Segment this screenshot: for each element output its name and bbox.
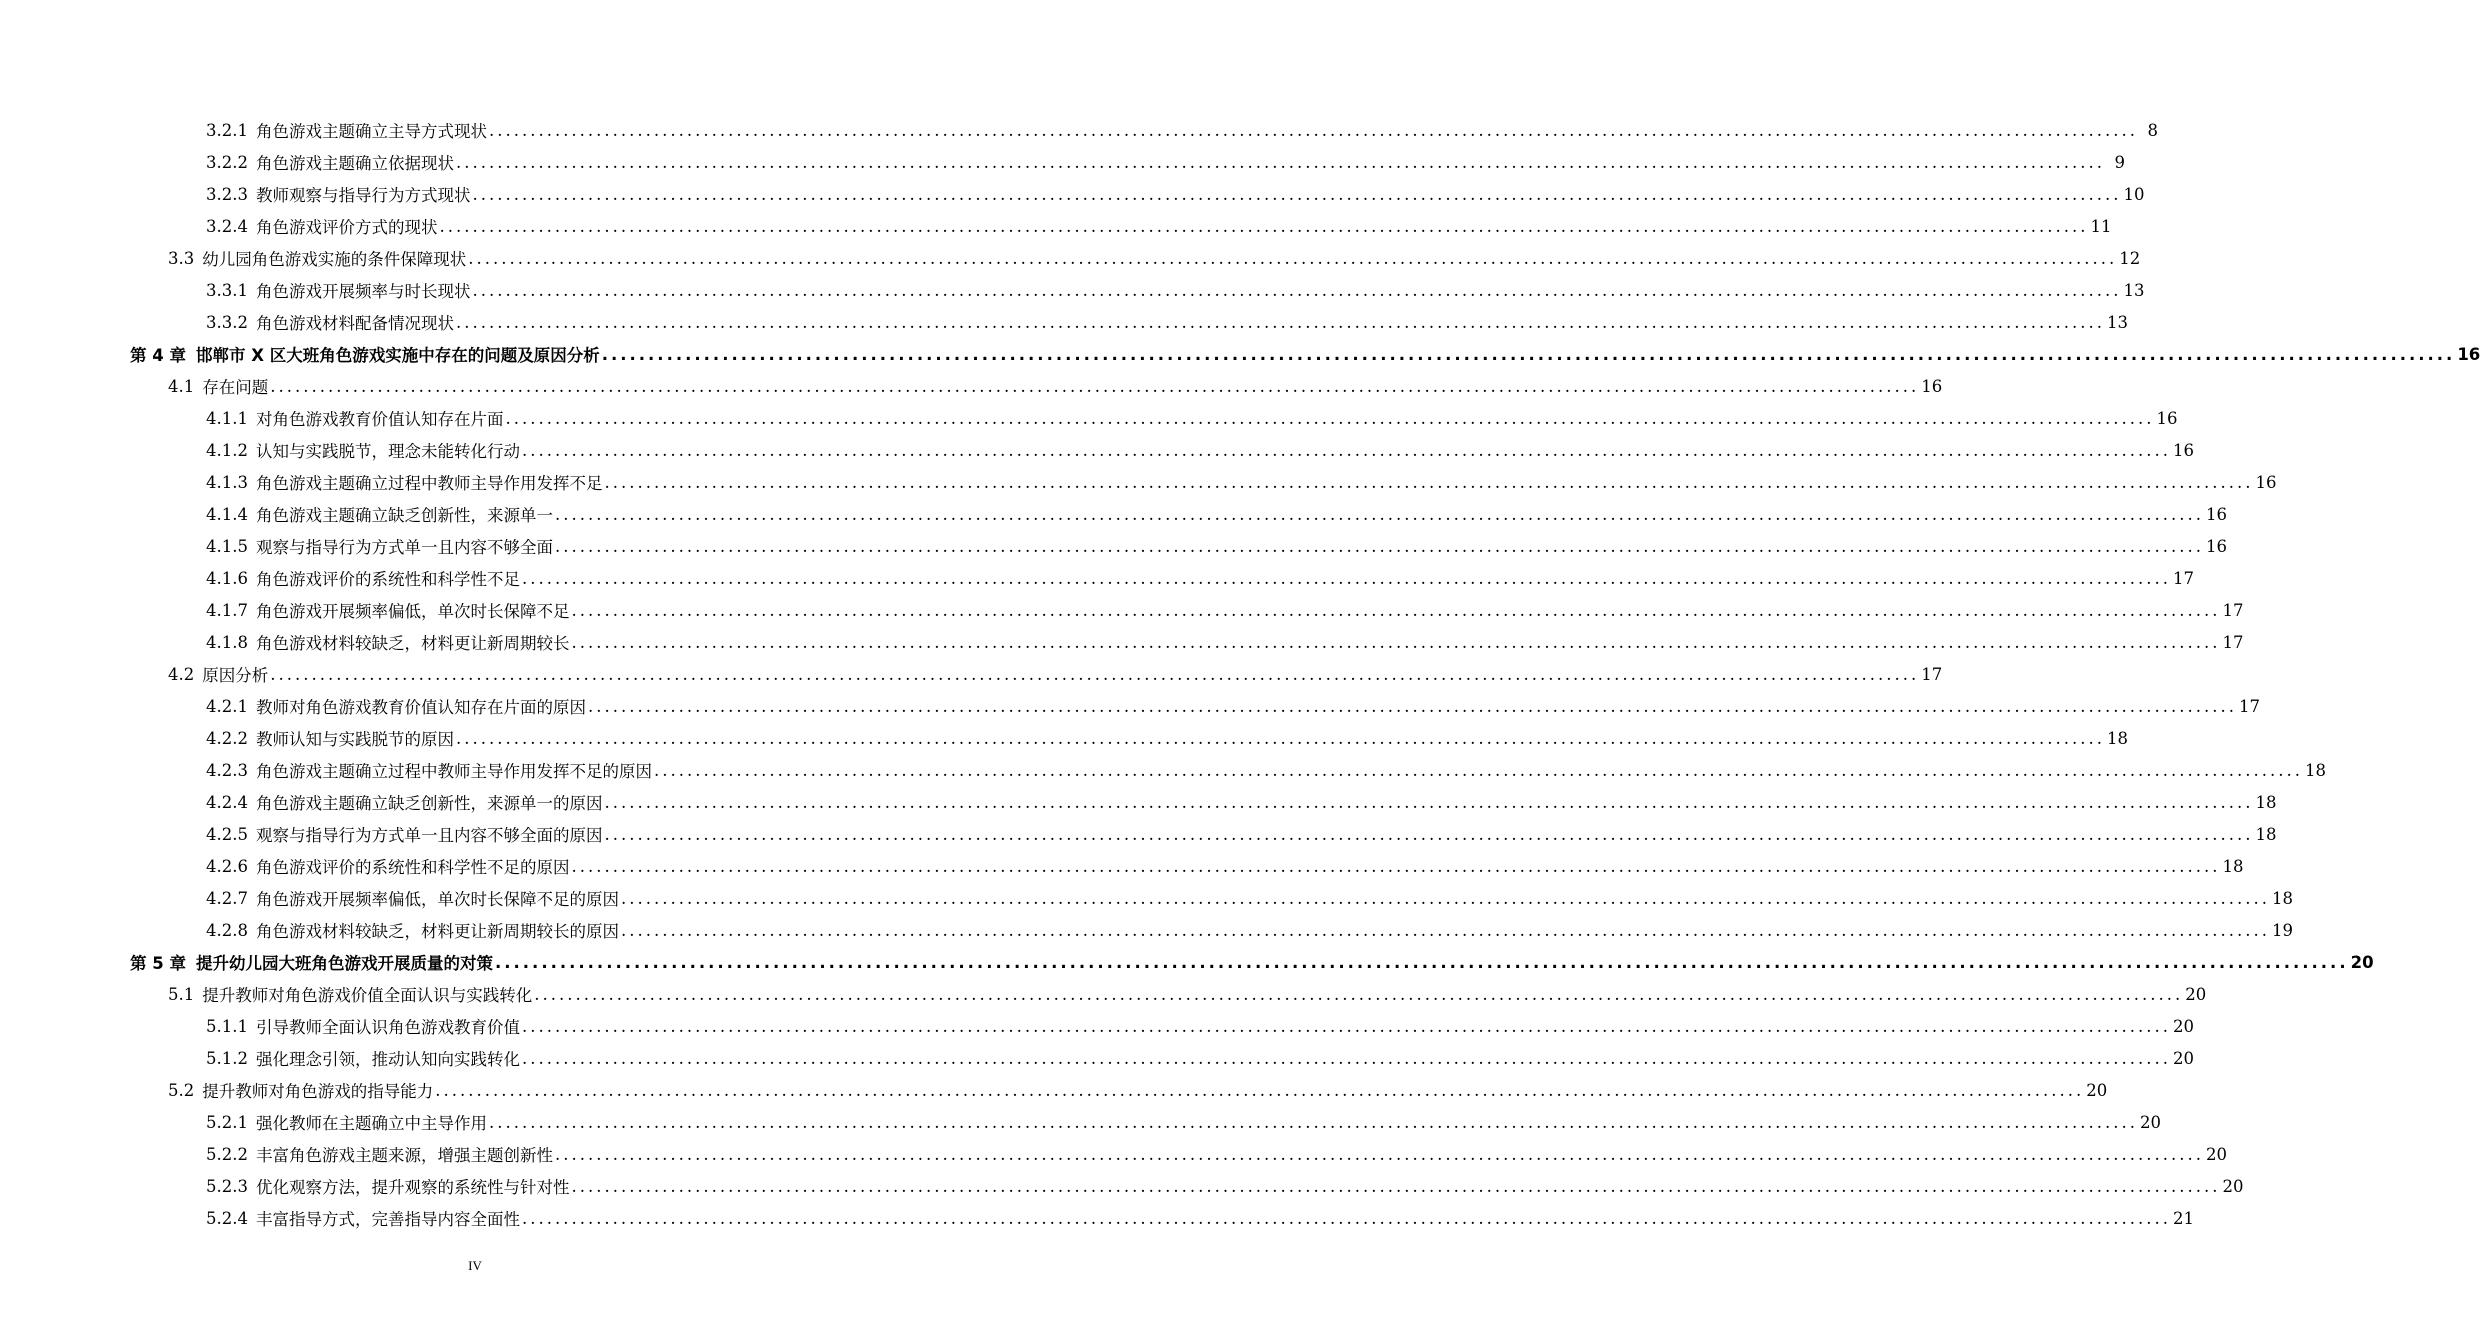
toc-entry[interactable] xyxy=(0,530,2227,562)
toc-entry[interactable] xyxy=(0,690,2260,722)
toc-dot-leader: ........................................................................................................................................................................................................ xyxy=(270,664,1920,684)
toc-entry-title: 角色游戏主题确立缺乏创新性，来源单一 xyxy=(255,506,553,525)
toc-entry-number: 第 4 章 xyxy=(130,346,186,365)
toc-entry-page: 17 xyxy=(1921,664,1943,684)
toc-dot-leader: ........................................................................................................................................................................................................ xyxy=(620,888,2270,908)
toc-entry-title: 强化教师在主题确立中主导作用 xyxy=(255,1114,487,1133)
toc-entry-page: 20 xyxy=(2086,1080,2108,1100)
toc-entry-title: 幼儿园角色游戏实施的条件保障现状 xyxy=(202,250,467,269)
toc-entry-title: 角色游戏主题确立过程中教师主导作用发挥不足 xyxy=(255,474,603,493)
toc-entry-title: 提升教师对角色游戏价值全面认识与实践转化 xyxy=(202,986,533,1005)
toc-entry-page: 10 xyxy=(2123,184,2145,204)
toc-entry-page: 12 xyxy=(2119,248,2141,268)
toc-entry[interactable] xyxy=(0,1074,2108,1106)
toc-entry[interactable] xyxy=(0,946,2374,978)
toc-entry-number: 4.2.8 xyxy=(206,920,248,940)
toc-entry[interactable] xyxy=(0,1106,2161,1138)
toc-dot-leader: ........................................................................................................................................................................................................ xyxy=(521,1016,2171,1036)
toc-dot-leader: ........................................................................................................................................................................................................ xyxy=(587,696,2237,716)
toc-entry-number: 4.2.1 xyxy=(206,696,248,716)
toc-entry[interactable] xyxy=(0,658,1943,690)
toc-entry-title: 观察与指导行为方式单一且内容不够全面的原因 xyxy=(255,826,603,845)
toc-entry[interactable] xyxy=(0,882,2293,914)
toc-entry[interactable] xyxy=(0,722,2128,754)
toc-entry-number: 5.2.2 xyxy=(206,1144,248,1164)
toc-entry[interactable] xyxy=(0,978,2207,1010)
toc-entry[interactable] xyxy=(0,562,2194,594)
toc-entry-page: 18 xyxy=(2255,792,2277,812)
toc-entry-page: 16 xyxy=(2255,472,2277,492)
toc-entry-title: 角色游戏开展频率与时长现状 xyxy=(255,282,471,301)
toc-entry[interactable] xyxy=(0,466,2277,498)
toc-dot-leader: ........................................................................................................................................................................................................ xyxy=(521,1048,2171,1068)
toc-entry-page: 17 xyxy=(2172,568,2194,588)
toc-dot-leader: ........................................................................................................................................................................................................ xyxy=(521,440,2171,460)
toc-entry-number: 3.2.4 xyxy=(206,216,248,236)
toc-entry-number: 5.1.1 xyxy=(206,1016,248,1036)
toc-entry[interactable] xyxy=(0,1170,2244,1202)
toc-entry-number: 5.1.2 xyxy=(206,1048,248,1068)
toc-entry-number: 3.3.1 xyxy=(206,280,248,300)
toc-entry-title: 丰富角色游戏主题来源，增强主题创新性 xyxy=(255,1146,553,1165)
toc-entry[interactable] xyxy=(0,754,2326,786)
toc-entry-title: 角色游戏材料较缺乏，材料更让新周期较长的原因 xyxy=(255,922,619,941)
toc-entry-title: 角色游戏评价的系统性和科学性不足 xyxy=(255,570,520,589)
toc-dot-leader: ........................................................................................................................................................................................................ xyxy=(435,1080,2085,1100)
toc-entry[interactable] xyxy=(0,914,2293,946)
toc-entry[interactable] xyxy=(0,1138,2227,1170)
toc-dot-leader: ........................................................................................................................................................................................................ xyxy=(488,1112,2138,1132)
toc-entry-title: 角色游戏材料较缺乏，材料更让新周期较长 xyxy=(255,634,570,653)
toc-entry-page: 20 xyxy=(2222,1176,2244,1196)
toc-entry-title: 提升教师对角色游戏的指导能力 xyxy=(202,1082,434,1101)
toc-entry[interactable] xyxy=(0,818,2277,850)
toc-entry[interactable] xyxy=(0,274,2145,306)
toc-entry[interactable] xyxy=(0,114,2158,146)
toc-entry-page: 17 xyxy=(2238,696,2260,716)
toc-dot-leader: ........................................................................................................................................................................................................ xyxy=(653,760,2303,780)
toc-dot-leader: ........................................................................................................................................................................................................ xyxy=(554,536,2204,556)
toc-entry-page: 8 xyxy=(2147,120,2158,140)
toc-entry[interactable] xyxy=(0,594,2244,626)
toc-entry-number: 3.2.3 xyxy=(206,184,248,204)
toc-entry-page: 13 xyxy=(2106,312,2128,332)
toc-entry-title: 角色游戏评价方式的现状 xyxy=(255,218,438,237)
toc-entry-page: 19 xyxy=(2271,920,2293,940)
toc-entry-number: 4.2.6 xyxy=(206,856,248,876)
toc-entry[interactable] xyxy=(0,850,2244,882)
toc-entry-page: 17 xyxy=(2222,632,2244,652)
toc-entry[interactable] xyxy=(0,434,2194,466)
toc-dot-leader: ........................................................................................................................................................................................................ xyxy=(554,1144,2204,1164)
toc-dot-leader: ........................................................................................................................................................................................................ xyxy=(488,120,2138,140)
toc-entry-page: 16 xyxy=(1921,376,1943,396)
toc-entry-title: 角色游戏开展频率偏低，单次时长保障不足 xyxy=(255,602,570,621)
toc-dot-leader: ........................................................................................................................................................................................................ xyxy=(571,600,2221,620)
toc-entry[interactable] xyxy=(0,1010,2194,1042)
toc-entry-page: 18 xyxy=(2222,856,2244,876)
toc-entry-page: 18 xyxy=(2255,824,2277,844)
toc-dot-leader: ........................................................................................................................................................................................................ xyxy=(521,568,2171,588)
toc-dot-leader: ........................................................................................................................................................................................................ xyxy=(455,728,2105,748)
toc-dot-leader: ........................................................................................................................................................................................................ xyxy=(571,1176,2221,1196)
toc-dot-leader: ........................................................................................................................................................................................................ xyxy=(521,1208,2171,1228)
toc-entry-title: 角色游戏材料配备情况现状 xyxy=(255,314,454,333)
toc-entry-title: 邯郸市 X 区大班角色游戏实施中存在的问题及原因分析 xyxy=(195,346,600,365)
toc-dot-leader: ........................................................................................................................................................................................................ xyxy=(505,408,2155,428)
toc-entry-title: 引导教师全面认识角色游戏教育价值 xyxy=(255,1018,520,1037)
toc-entry-title: 教师观察与指导行为方式现状 xyxy=(255,186,471,205)
toc-entry-page: 18 xyxy=(2304,760,2326,780)
toc-entry-page: 17 xyxy=(2222,600,2244,620)
toc-entry-number: 5.2.3 xyxy=(206,1176,248,1196)
toc-dot-leader: ........................................................................................................................................................................................................ xyxy=(455,312,2105,332)
toc-entry[interactable] xyxy=(0,178,2145,210)
page-number: IV xyxy=(468,1258,482,1273)
toc-entry-number: 4.1 xyxy=(168,376,195,396)
toc-entry-number: 3.3.2 xyxy=(206,312,248,332)
toc-entry-number: 4.2.4 xyxy=(206,792,248,812)
toc-entry-title: 存在问题 xyxy=(202,378,269,397)
toc-entry-number: 第 5 章 xyxy=(130,954,186,973)
toc-entry-page: 16 xyxy=(2172,440,2194,460)
toc-entry-number: 4.2.5 xyxy=(206,824,248,844)
toc-entry-number: 5.2.4 xyxy=(206,1208,248,1228)
toc-entry-number: 4.2.7 xyxy=(206,888,248,908)
toc-entry-number: 4.2 xyxy=(168,664,195,684)
toc-dot-leader: ........................................................................................................................................................................................................ xyxy=(571,856,2221,876)
toc-entry-number: 4.1.2 xyxy=(206,440,248,460)
toc-dot-leader: ........................................................................................................................................................................................................ xyxy=(620,920,2270,940)
toc-entry-page: 20 xyxy=(2185,984,2207,1004)
toc-entry-page: 18 xyxy=(2271,888,2293,908)
toc-dot-leader: ........................................................................................................................................................................................................ xyxy=(472,280,2122,300)
toc-entry-title: 角色游戏主题确立依据现状 xyxy=(255,154,454,173)
toc-entry-title: 角色游戏主题确立主导方式现状 xyxy=(255,122,487,141)
toc-entry-number: 3.3 xyxy=(168,248,195,268)
toc-entry-title: 角色游戏评价的系统性和科学性不足的原因 xyxy=(255,858,570,877)
toc-entry-number: 5.1 xyxy=(168,984,195,1004)
toc-dot-leader: ........................................................................................................................................................................................................ xyxy=(472,184,2122,204)
toc-entry-title: 优化观察方法，提升观察的系统性与针对性 xyxy=(255,1178,570,1197)
toc-entry-page: 16 xyxy=(2156,408,2178,428)
toc-entry-number: 3.2.2 xyxy=(206,152,248,172)
toc-entry-title: 认知与实践脱节，理念未能转化行动 xyxy=(255,442,520,461)
toc-entry-page: 20 xyxy=(2172,1048,2194,1068)
toc-entry-number: 4.1.1 xyxy=(206,408,248,428)
toc-dot-leader: ........................................................................................................................................................................................................ xyxy=(494,952,2349,972)
toc-entry-page: 21 xyxy=(2172,1208,2194,1228)
toc-entry-title: 观察与指导行为方式单一且内容不够全面 xyxy=(255,538,553,557)
toc-dot-leader: ........................................................................................................................................................................................................ xyxy=(534,984,2184,1004)
toc-entry[interactable] xyxy=(0,338,2480,370)
toc-entry[interactable] xyxy=(0,306,2128,338)
toc-entry[interactable] xyxy=(0,402,2178,434)
toc-entry-title: 角色游戏主题确立缺乏创新性，来源单一的原因 xyxy=(255,794,603,813)
toc-entry-title: 强化理念引领，推动认知向实践转化 xyxy=(255,1050,520,1069)
toc-entry-number: 4.1.5 xyxy=(206,536,248,556)
toc-dot-leader: ........................................................................................................................................................................................................ xyxy=(439,216,2089,236)
toc-entry-number: 4.1.4 xyxy=(206,504,248,524)
toc-entry-number: 4.1.7 xyxy=(206,600,248,620)
toc-entry-number: 4.1.8 xyxy=(206,632,248,652)
toc-entry[interactable] xyxy=(0,786,2277,818)
toc-entry[interactable] xyxy=(0,1042,2194,1074)
toc-dot-leader: ........................................................................................................................................................................................................ xyxy=(604,824,2254,844)
toc-entry-number: 5.2 xyxy=(168,1080,195,1100)
toc-entry-number: 3.2.1 xyxy=(206,120,248,140)
toc-entry-title: 对角色游戏教育价值认知存在片面 xyxy=(255,410,504,429)
toc-entry-title: 教师对角色游戏教育价值认知存在片面的原因 xyxy=(255,698,586,717)
toc-entry-title: 教师认知与实践脱节的原因 xyxy=(255,730,454,749)
toc-dot-leader: ........................................................................................................................................................................................................ xyxy=(468,248,2118,268)
toc-dot-leader: ........................................................................................................................................................................................................ xyxy=(270,376,1920,396)
toc-entry-page: 18 xyxy=(2106,728,2128,748)
toc-entry-number: 4.1.6 xyxy=(206,568,248,588)
toc-entry-number: 4.2.2 xyxy=(206,728,248,748)
toc-entry-title: 提升幼儿园大班角色游戏开展质量的对策 xyxy=(195,954,493,973)
toc-entry-page: 16 xyxy=(2457,344,2480,364)
toc-entry-number: 5.2.1 xyxy=(206,1112,248,1132)
toc-entry[interactable] xyxy=(0,146,2125,178)
toc-entry[interactable] xyxy=(0,498,2227,530)
toc-entry-title: 原因分析 xyxy=(202,666,269,685)
toc-entry[interactable] xyxy=(0,626,2244,658)
toc-dot-leader: ........................................................................................................................................................................................................ xyxy=(554,504,2204,524)
toc-entry-title: 角色游戏开展频率偏低，单次时长保障不足的原因 xyxy=(255,890,619,909)
toc-entry-page: 16 xyxy=(2205,504,2227,524)
toc-entry[interactable] xyxy=(0,242,2141,274)
toc-entry-title: 丰富指导方式，完善指导内容全面性 xyxy=(255,1210,520,1229)
toc-dot-leader: ........................................................................................................................................................................................................ xyxy=(604,472,2254,492)
toc-entry-page: 13 xyxy=(2123,280,2145,300)
toc-dot-leader: ........................................................................................................................................................................................................ xyxy=(571,632,2221,652)
toc-entry[interactable] xyxy=(0,1202,2194,1234)
toc-entry-number: 4.2.3 xyxy=(206,760,248,780)
toc-entry-page: 11 xyxy=(2090,216,2112,236)
toc-dot-leader: ........................................................................................................................................................................................................ xyxy=(601,344,2456,364)
toc-entry-page: 16 xyxy=(2205,536,2227,556)
toc-entry[interactable] xyxy=(0,370,1943,402)
toc-entry-page: 20 xyxy=(2139,1112,2161,1132)
toc-entry-page: 20 xyxy=(2350,952,2374,972)
toc-dot-leader: ........................................................................................................................................................................................................ xyxy=(604,792,2254,812)
toc-dot-leader: ........................................................................................................................................................................................................ xyxy=(455,152,2105,172)
toc-entry-page: 20 xyxy=(2205,1144,2227,1164)
table-of-contents xyxy=(0,114,2480,1234)
toc-entry[interactable] xyxy=(0,210,2112,242)
toc-entry-page: 20 xyxy=(2172,1016,2194,1036)
toc-entry-title: 角色游戏主题确立过程中教师主导作用发挥不足的原因 xyxy=(255,762,652,781)
toc-entry-number: 4.1.3 xyxy=(206,472,248,492)
toc-entry-page: 9 xyxy=(2114,152,2125,172)
